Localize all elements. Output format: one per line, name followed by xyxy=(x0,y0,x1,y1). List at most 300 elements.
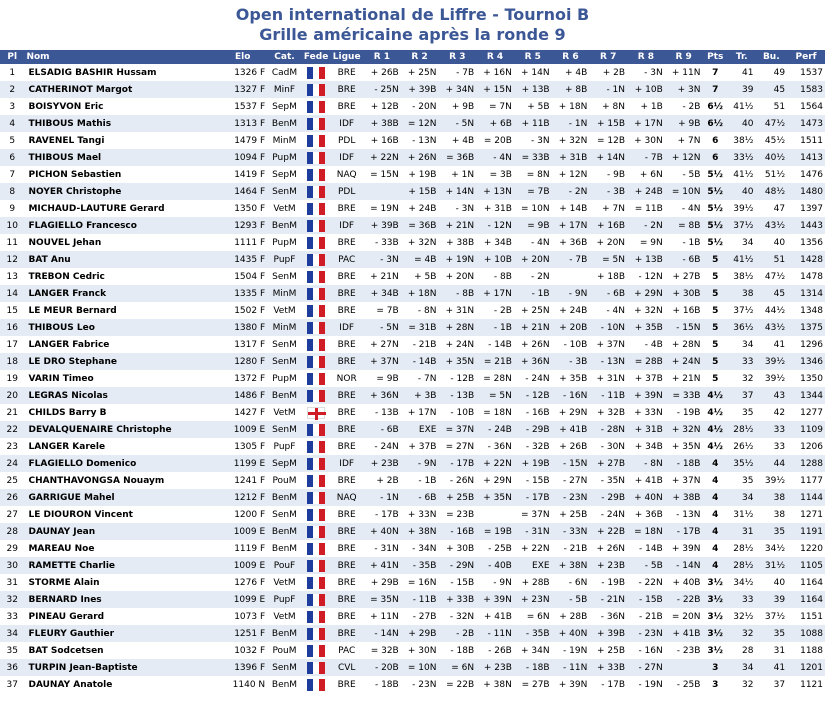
points-cell: 3½ xyxy=(702,591,727,608)
tiebreak-bu-cell: 48½ xyxy=(755,183,787,200)
round-7-cell: + 33B xyxy=(589,659,627,676)
round-1-cell: = 9B xyxy=(363,370,401,387)
federation-cell xyxy=(302,489,331,506)
round-3-cell: + 19N xyxy=(438,251,476,268)
points-cell: 5 xyxy=(702,353,727,370)
category-cell: PouM xyxy=(267,472,302,489)
tiebreak-tr-cell: 34½ xyxy=(728,574,756,591)
performance-cell: 1288 xyxy=(787,455,825,472)
round-6-cell: + 26B xyxy=(552,438,590,455)
elo-cell: 1335 F xyxy=(218,285,267,302)
round-7-cell: + 39B xyxy=(589,625,627,642)
round-8-cell: - 15B xyxy=(627,591,665,608)
category-cell: BenM xyxy=(267,676,302,693)
round-7-cell: + 31N xyxy=(589,370,627,387)
round-7-cell: + 20N xyxy=(589,234,627,251)
rank-cell: 23 xyxy=(0,438,24,455)
league-cell: BRE xyxy=(330,234,363,251)
table-row xyxy=(0,353,825,370)
elo-cell: 1435 F xyxy=(218,251,267,268)
tiebreak-tr-cell: 31½ xyxy=(728,506,756,523)
rank-cell: 6 xyxy=(0,149,24,166)
round-4-cell: + 10B xyxy=(476,251,514,268)
round-1-cell: - 17B xyxy=(363,506,401,523)
round-1-cell: + 12B xyxy=(363,98,401,115)
elo-cell: 1009 E xyxy=(218,421,267,438)
round-8-cell: - 27N xyxy=(627,659,665,676)
france-flag-icon xyxy=(307,339,325,351)
round-5-cell: = 6N xyxy=(514,608,552,625)
performance-cell: 1277 xyxy=(787,404,825,421)
round-6-cell: + 39N xyxy=(552,676,590,693)
round-4-cell: - 12N xyxy=(476,217,514,234)
round-7-cell: + 23B xyxy=(589,557,627,574)
table-row xyxy=(0,591,825,608)
performance-cell: 1583 xyxy=(787,81,825,98)
elo-cell: 1419 F xyxy=(218,166,267,183)
elo-cell: 1009 E xyxy=(218,557,267,574)
league-cell: BRE xyxy=(330,336,363,353)
points-cell: 4 xyxy=(702,455,727,472)
category-cell: VetM xyxy=(267,608,302,625)
performance-cell: 1428 xyxy=(787,251,825,268)
elo-cell: 1094 F xyxy=(218,149,267,166)
round-3-cell: = 22B xyxy=(438,676,476,693)
category-cell: PouF xyxy=(267,557,302,574)
round-8-cell: + 32N xyxy=(627,302,665,319)
league-cell: BRE xyxy=(330,472,363,489)
round-9-cell: + 21N xyxy=(665,370,703,387)
federation-cell xyxy=(302,455,331,472)
round-6-cell: + 18N xyxy=(552,98,590,115)
player-name: ELSADIG BASHIR Hussam xyxy=(24,64,218,81)
column-header-r-3: R 3 xyxy=(438,50,476,64)
round-2-cell: EXE xyxy=(401,421,439,438)
performance-cell: 1397 xyxy=(787,200,825,217)
player-name: NOYER Christophe xyxy=(24,183,218,200)
round-7-cell: - 11B xyxy=(589,387,627,404)
federation-cell xyxy=(302,166,331,183)
france-flag-icon xyxy=(307,594,325,606)
points-cell: 5 xyxy=(702,285,727,302)
round-4-cell: + 35N xyxy=(476,489,514,506)
rank-cell: 29 xyxy=(0,540,24,557)
france-flag-icon xyxy=(307,169,325,181)
elo-cell: 1327 F xyxy=(218,81,267,98)
rank-cell: 4 xyxy=(0,115,24,132)
federation-cell xyxy=(302,251,331,268)
round-8-cell: + 34B xyxy=(627,438,665,455)
column-header-r-2: R 2 xyxy=(401,50,439,64)
points-cell: 5½ xyxy=(702,200,727,217)
round-1-cell: - 25N xyxy=(363,81,401,98)
performance-cell: 1511 xyxy=(787,132,825,149)
table-row xyxy=(0,132,825,149)
rank-cell: 28 xyxy=(0,523,24,540)
performance-cell: 1144 xyxy=(787,489,825,506)
round-8-cell: - 8N xyxy=(627,455,665,472)
elo-cell: 1504 F xyxy=(218,268,267,285)
column-header-nom: Nom xyxy=(24,50,218,64)
table-row xyxy=(0,370,825,387)
round-7-cell: + 15B xyxy=(589,115,627,132)
league-cell: CVL xyxy=(330,659,363,676)
round-2-cell: + 18N xyxy=(401,285,439,302)
round-2-cell: - 27B xyxy=(401,608,439,625)
table-row xyxy=(0,659,825,676)
player-name: LANGER Fabrice xyxy=(24,336,218,353)
france-flag-icon xyxy=(307,135,325,147)
round-1-cell: + 22N xyxy=(363,149,401,166)
round-3-cell: + 31N xyxy=(438,302,476,319)
federation-cell xyxy=(302,591,331,608)
category-cell: MinM xyxy=(267,285,302,302)
round-9-cell: - 6B xyxy=(665,251,703,268)
elo-cell: 1099 E xyxy=(218,591,267,608)
column-header-r-5: R 5 xyxy=(514,50,552,64)
round-3-cell: - 17B xyxy=(438,455,476,472)
rank-cell: 5 xyxy=(0,132,24,149)
league-cell: BRE xyxy=(330,302,363,319)
round-3-cell: - 13B xyxy=(438,387,476,404)
round-2-cell: + 32N xyxy=(401,234,439,251)
performance-cell: 1564 xyxy=(787,98,825,115)
france-flag-icon xyxy=(307,186,325,198)
round-2-cell: + 39B xyxy=(401,81,439,98)
round-7-cell: - 21N xyxy=(589,591,627,608)
round-3-cell: - 26N xyxy=(438,472,476,489)
rank-cell: 7 xyxy=(0,166,24,183)
round-4-cell: = 21B xyxy=(476,353,514,370)
tiebreak-tr-cell: 28½ xyxy=(728,540,756,557)
round-9-cell: - 4N xyxy=(665,200,703,217)
round-2-cell: - 6B xyxy=(401,489,439,506)
round-3-cell: - 5N xyxy=(438,115,476,132)
round-1-cell: - 33B xyxy=(363,234,401,251)
tiebreak-bu-cell: 45½ xyxy=(755,132,787,149)
player-name: FLAGIELLO Francesco xyxy=(24,217,218,234)
round-2-cell: = 12N xyxy=(401,115,439,132)
round-2-cell: + 15B xyxy=(401,183,439,200)
table-row xyxy=(0,319,825,336)
player-name: LE MEUR Bernard xyxy=(24,302,218,319)
points-cell: 5½ xyxy=(702,166,727,183)
federation-cell xyxy=(302,98,331,115)
round-8-cell: - 3N xyxy=(627,64,665,81)
tiebreak-bu-cell: 31½ xyxy=(755,557,787,574)
round-5-cell: EXE xyxy=(514,557,552,574)
tiebreak-tr-cell: 34 xyxy=(728,336,756,353)
round-7-cell: - 36N xyxy=(589,608,627,625)
league-cell: BRE xyxy=(330,557,363,574)
elo-cell: 1241 F xyxy=(218,472,267,489)
round-4-cell: - 1B xyxy=(476,319,514,336)
elo-cell: 1350 F xyxy=(218,200,267,217)
france-flag-icon xyxy=(307,254,325,266)
round-8-cell: = 18N xyxy=(627,523,665,540)
points-cell: 3½ xyxy=(702,625,727,642)
round-3-cell: + 21N xyxy=(438,217,476,234)
points-cell: 5½ xyxy=(702,217,727,234)
elo-cell: 1305 F xyxy=(218,438,267,455)
round-9-cell: + 27B xyxy=(665,268,703,285)
player-name: CHILDS Barry B xyxy=(24,404,218,421)
round-3-cell: - 10B xyxy=(438,404,476,421)
round-4-cell: = 3B xyxy=(476,166,514,183)
elo-cell: 1486 F xyxy=(218,387,267,404)
league-cell: BRE xyxy=(330,506,363,523)
france-flag-icon xyxy=(307,84,325,96)
federation-cell xyxy=(302,353,331,370)
table-row xyxy=(0,625,825,642)
elo-cell: 1537 F xyxy=(218,98,267,115)
federation-cell xyxy=(302,421,331,438)
round-5-cell: + 5B xyxy=(514,98,552,115)
round-7-cell: = 12B xyxy=(589,132,627,149)
federation-cell xyxy=(302,676,331,693)
tiebreak-tr-cell: 34 xyxy=(728,234,756,251)
performance-cell: 1346 xyxy=(787,353,825,370)
tiebreak-bu-cell: 43½ xyxy=(755,217,787,234)
performance-cell: 1344 xyxy=(787,387,825,404)
column-header-r-9: R 9 xyxy=(665,50,703,64)
round-1-cell: = 19N xyxy=(363,200,401,217)
elo-cell: 1372 F xyxy=(218,370,267,387)
elo-cell: 1502 F xyxy=(218,302,267,319)
round-5-cell: + 11B xyxy=(514,115,552,132)
rank-cell: 24 xyxy=(0,455,24,472)
round-3-cell: + 30B xyxy=(438,540,476,557)
elo-cell: 1199 E xyxy=(218,455,267,472)
round-3-cell: - 29N xyxy=(438,557,476,574)
round-8-cell: - 22N xyxy=(627,574,665,591)
tiebreak-bu-cell: 47½ xyxy=(755,268,787,285)
federation-cell xyxy=(302,404,331,421)
performance-cell: 1356 xyxy=(787,234,825,251)
tiebreak-bu-cell: 41 xyxy=(755,336,787,353)
round-7-cell: - 29B xyxy=(589,489,627,506)
round-7-cell: - 10N xyxy=(589,319,627,336)
round-8-cell: + 17N xyxy=(627,115,665,132)
france-flag-icon xyxy=(307,288,325,300)
round-3-cell: - 7B xyxy=(438,64,476,81)
tiebreak-bu-cell: 35 xyxy=(755,523,787,540)
federation-cell xyxy=(302,438,331,455)
league-cell: IDF xyxy=(330,217,363,234)
player-name: MICHAUD-LAUTURE Gerard xyxy=(24,200,218,217)
tiebreak-bu-cell: 39½ xyxy=(755,472,787,489)
round-2-cell: - 14B xyxy=(401,353,439,370)
round-6-cell: + 32N xyxy=(552,132,590,149)
category-cell: VetM xyxy=(267,404,302,421)
round-4-cell xyxy=(476,506,514,523)
tiebreak-tr-cell: 37½ xyxy=(728,217,756,234)
performance-cell: 1164 xyxy=(787,591,825,608)
round-1-cell: + 26B xyxy=(363,64,401,81)
round-4-cell: - 25B xyxy=(476,540,514,557)
france-flag-icon xyxy=(307,560,325,572)
tiebreak-tr-cell: 28 xyxy=(728,642,756,659)
round-1-cell: - 3N xyxy=(363,251,401,268)
league-cell: BRE xyxy=(330,387,363,404)
points-cell: 3 xyxy=(702,676,727,693)
round-8-cell: + 37B xyxy=(627,370,665,387)
round-2-cell: + 30N xyxy=(401,642,439,659)
league-cell: BRE xyxy=(330,438,363,455)
column-header-r-4: R 4 xyxy=(476,50,514,64)
tiebreak-bu-cell: 34½ xyxy=(755,540,787,557)
round-3-cell: + 20N xyxy=(438,268,476,285)
tiebreak-tr-cell: 40 xyxy=(728,183,756,200)
federation-cell xyxy=(302,64,331,81)
round-1-cell: + 21N xyxy=(363,268,401,285)
rank-cell: 20 xyxy=(0,387,24,404)
round-6-cell: + 25B xyxy=(552,506,590,523)
round-4-cell: + 15N xyxy=(476,81,514,98)
rank-cell: 30 xyxy=(0,557,24,574)
round-4-cell: = 18N xyxy=(476,404,514,421)
tiebreak-tr-cell: 38 xyxy=(728,285,756,302)
federation-cell xyxy=(302,659,331,676)
column-header-r-8: R 8 xyxy=(627,50,665,64)
round-5-cell: = 37N xyxy=(514,506,552,523)
player-name: BOISYVON Eric xyxy=(24,98,218,115)
tiebreak-tr-cell: 39½ xyxy=(728,200,756,217)
federation-cell xyxy=(302,132,331,149)
tiebreak-bu-cell: 49 xyxy=(755,64,787,81)
player-name: THIBOUS Mael xyxy=(24,149,218,166)
player-name: LANGER Franck xyxy=(24,285,218,302)
tiebreak-tr-cell: 41½ xyxy=(728,98,756,115)
tiebreak-tr-cell: 41½ xyxy=(728,251,756,268)
column-header-pts: Pts xyxy=(702,50,727,64)
round-8-cell: + 24B xyxy=(627,183,665,200)
round-1-cell: + 39B xyxy=(363,217,401,234)
tiebreak-bu-cell: 38 xyxy=(755,489,787,506)
category-cell: MinM xyxy=(267,132,302,149)
federation-cell xyxy=(302,200,331,217)
category-cell: SepM xyxy=(267,166,302,183)
tiebreak-tr-cell: 38½ xyxy=(728,132,756,149)
round-6-cell: + 24B xyxy=(552,302,590,319)
league-cell: BRE xyxy=(330,64,363,81)
points-cell: 6 xyxy=(702,149,727,166)
category-cell: BenM xyxy=(267,217,302,234)
round-6-cell: - 11N xyxy=(552,659,590,676)
round-5-cell: - 29B xyxy=(514,421,552,438)
france-flag-icon xyxy=(307,118,325,130)
league-cell: BRE xyxy=(330,676,363,693)
round-9-cell: + 38B xyxy=(665,489,703,506)
table-row xyxy=(0,81,825,98)
round-2-cell: + 26N xyxy=(401,149,439,166)
table-row xyxy=(0,557,825,574)
round-6-cell: + 40N xyxy=(552,625,590,642)
category-cell: SepM xyxy=(267,98,302,115)
federation-cell xyxy=(302,81,331,98)
elo-cell: 1380 F xyxy=(218,319,267,336)
league-cell: BRE xyxy=(330,608,363,625)
round-6-cell: - 6N xyxy=(552,574,590,591)
round-7-cell: - 3B xyxy=(589,183,627,200)
round-9-cell: + 37N xyxy=(665,472,703,489)
column-header-pl: Pl xyxy=(0,50,24,64)
round-9-cell: - 2B xyxy=(665,98,703,115)
round-6-cell: - 9N xyxy=(552,285,590,302)
category-cell: SepM xyxy=(267,455,302,472)
round-1-cell: = 7B xyxy=(363,302,401,319)
rank-cell: 21 xyxy=(0,404,24,421)
round-1-cell: - 6B xyxy=(363,421,401,438)
round-7-cell: + 14N xyxy=(589,149,627,166)
column-header-fede: Fede xyxy=(302,50,331,64)
federation-cell xyxy=(302,523,331,540)
round-7-cell: - 6B xyxy=(589,285,627,302)
round-3-cell: + 34N xyxy=(438,81,476,98)
round-3-cell: + 38B xyxy=(438,234,476,251)
elo-cell: 1280 F xyxy=(218,353,267,370)
round-8-cell: + 36B xyxy=(627,506,665,523)
round-6-cell: + 29N xyxy=(552,404,590,421)
round-3-cell: + 1N xyxy=(438,166,476,183)
france-flag-icon xyxy=(307,271,325,283)
round-2-cell: - 20N xyxy=(401,98,439,115)
league-cell: IDF xyxy=(330,455,363,472)
points-cell: 5 xyxy=(702,336,727,353)
player-name: GARRIGUE Mahel xyxy=(24,489,218,506)
france-flag-icon xyxy=(307,220,325,232)
round-6-cell: + 35B xyxy=(552,370,590,387)
round-4-cell: - 14B xyxy=(476,336,514,353)
tiebreak-tr-cell: 34 xyxy=(728,489,756,506)
player-name: CATHERINOT Margot xyxy=(24,81,218,98)
round-5-cell: = 27B xyxy=(514,676,552,693)
elo-cell: 1313 F xyxy=(218,115,267,132)
round-5-cell: + 25N xyxy=(514,302,552,319)
league-cell: BRE xyxy=(330,285,363,302)
round-5-cell: = 33B xyxy=(514,149,552,166)
elo-cell: 1326 F xyxy=(218,64,267,81)
performance-cell: 1348 xyxy=(787,302,825,319)
tiebreak-tr-cell: 33½ xyxy=(728,149,756,166)
tiebreak-bu-cell: 43 xyxy=(755,387,787,404)
points-cell: 7 xyxy=(702,64,727,81)
performance-cell: 1191 xyxy=(787,523,825,540)
elo-cell: 1427 F xyxy=(218,404,267,421)
round-8-cell: = 11B xyxy=(627,200,665,217)
points-cell: 3½ xyxy=(702,642,727,659)
player-name: CHANTHAVONGSA Nouaym xyxy=(24,472,218,489)
round-2-cell: + 25N xyxy=(401,64,439,81)
tiebreak-bu-cell: 51½ xyxy=(755,166,787,183)
elo-cell: 1032 F xyxy=(218,642,267,659)
league-cell: BRE xyxy=(330,523,363,540)
category-cell: BenM xyxy=(267,115,302,132)
performance-cell: 1088 xyxy=(787,625,825,642)
standings-table xyxy=(0,50,825,693)
column-header-ligue: Ligue xyxy=(330,50,363,64)
round-9-cell: + 35N xyxy=(665,438,703,455)
round-2-cell: + 19B xyxy=(401,166,439,183)
round-3-cell: - 3N xyxy=(438,200,476,217)
round-9-cell: + 32N xyxy=(665,421,703,438)
france-flag-icon xyxy=(307,475,325,487)
round-4-cell: + 31B xyxy=(476,200,514,217)
round-4-cell: + 23B xyxy=(476,659,514,676)
performance-cell: 1121 xyxy=(787,676,825,693)
player-name: THIBOUS Mathis xyxy=(24,115,218,132)
france-flag-icon xyxy=(307,203,325,215)
